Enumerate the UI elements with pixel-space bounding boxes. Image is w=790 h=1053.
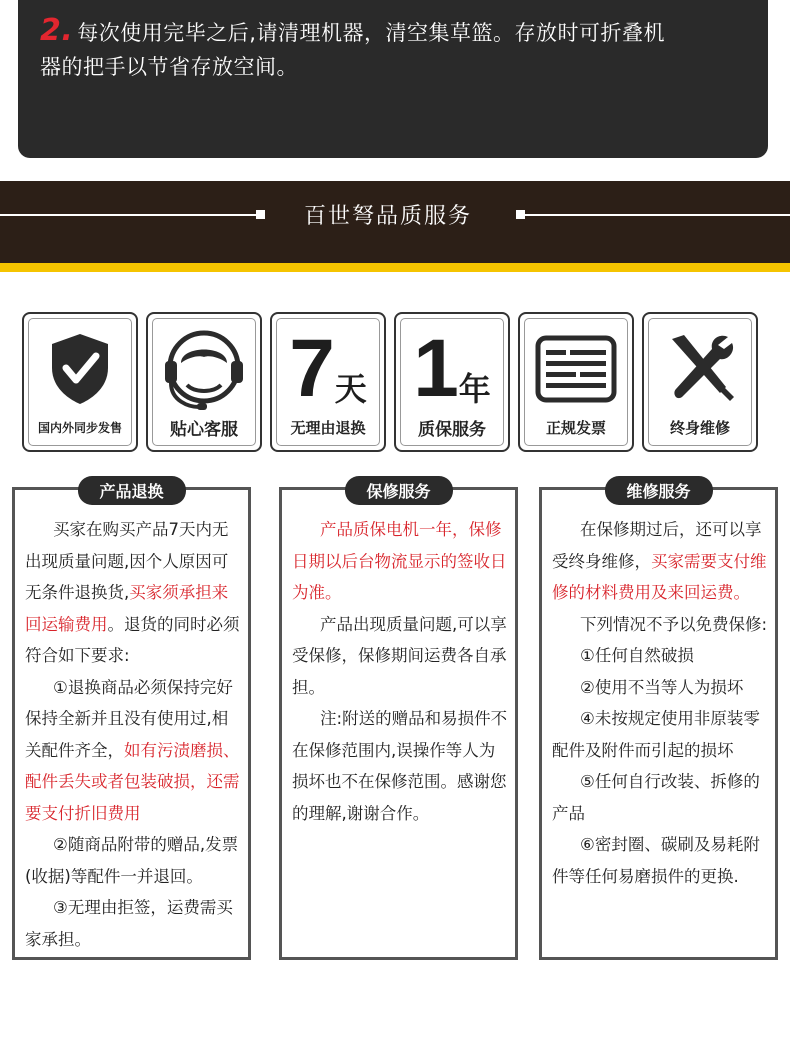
warranty-box [279, 482, 518, 960]
small-char: 年 [458, 370, 491, 408]
banner-square-left [256, 210, 265, 219]
warranty-title: 保修服务 [344, 476, 452, 505]
headset-icon [148, 324, 260, 414]
repair-paragraph-2: 下列情况不予以免费保修: [580, 614, 768, 634]
tile-invoice [518, 312, 634, 452]
tile-seven-day-return [270, 312, 386, 452]
invoice-icon [520, 324, 632, 414]
service-banner [0, 181, 790, 263]
banner-title: 百世弩品质服务 [303, 204, 472, 229]
repair-title: 维修服务 [604, 476, 712, 505]
repair-item-1: ①任何自然破损 [580, 646, 694, 665]
banner-yellow-stripe [0, 263, 790, 272]
repair-item-2: ②使用不当等人为损坏 [580, 677, 744, 697]
tile-lifetime-repair [642, 312, 758, 452]
step-number: 2. [40, 13, 74, 48]
instruction-line-1: 每次使用完毕之后,请清理机器，清空集草篮。存放时可折叠机 [77, 21, 665, 45]
tile-label: 终身维修 [669, 419, 730, 437]
service-tiles [22, 312, 762, 452]
warranty-paragraph-3: 注:附送的赠品和易损件不在保修范围内,误操作等人为损坏也不在保修范围。感谢您的理解,谢谢合作。 [292, 709, 508, 823]
warranty-paragraph-2: 产品出现质量问题,可以享受保修，保修期间运费各自承担。 [292, 614, 507, 697]
repair-item-4: ④未按规定使用非原装零配件及附件而引起的损坏 [552, 709, 760, 760]
tile-global-sale [22, 312, 138, 452]
small-char: 天 [334, 370, 367, 408]
tile-customer-service [146, 312, 262, 452]
tile-one-year-warranty [394, 312, 510, 452]
big-number: 1 [413, 323, 459, 414]
tools-icon [644, 324, 756, 414]
warranty-body [282, 490, 515, 829]
repair-item-6: ⑥密封圈、碳刷及易耗附件等任何易磨损件的更换. [552, 835, 760, 886]
tile-label: 正规发票 [545, 419, 606, 437]
seven-days-icon [272, 324, 384, 414]
warranty-paragraph-1: 产品质保电机一年，保修日期以后台物流显示的签收日为准。 [292, 520, 507, 602]
repair-box [539, 482, 778, 960]
tile-label: 质保服务 [418, 420, 486, 440]
tile-label: 无理由退换 [290, 419, 366, 437]
repair-paragraph-1: 在保修期过后，还可以享受终身维修，买家需要支付维修的材料费用及来回运费。 [552, 520, 767, 602]
repair-item-5: ⑤任何自行改装、拆修的产品 [552, 772, 760, 823]
instruction-card [18, 0, 768, 158]
instruction-text [40, 14, 746, 84]
repair-body [542, 490, 775, 892]
returns-box [12, 482, 251, 960]
returns-paragraph-1: 买家在购买产品7天内无出现质量问题,因个人原因可无条件退换货,买家须承担来回运输费用。退货的同时必须符合如下要求: [25, 520, 240, 665]
banner-line-right [522, 214, 790, 216]
returns-paragraph-4: ③无理由拒签，运费需买家承担。 [25, 898, 233, 949]
returns-title: 产品退换 [77, 476, 185, 505]
shield-check-icon [24, 324, 136, 414]
tile-label: 国内外同步发售 [37, 421, 122, 435]
returns-paragraph-2: ①退换商品必须保持完好保持全新并且没有使用过,相关配件齐全，如有污渍磨损、配件丢失或者包装破损，还需要支付折旧费用 [25, 677, 240, 823]
big-number: 7 [289, 323, 335, 414]
tile-label: 贴心客服 [170, 420, 238, 440]
returns-body [15, 490, 248, 955]
one-year-icon [396, 324, 508, 414]
returns-paragraph-3: ②随商品附带的赠品,发票(收据)等配件一并退回。 [25, 835, 239, 886]
instruction-line-2: 器的把手以节省存放空间。 [40, 55, 298, 79]
banner-line-left [0, 214, 258, 216]
